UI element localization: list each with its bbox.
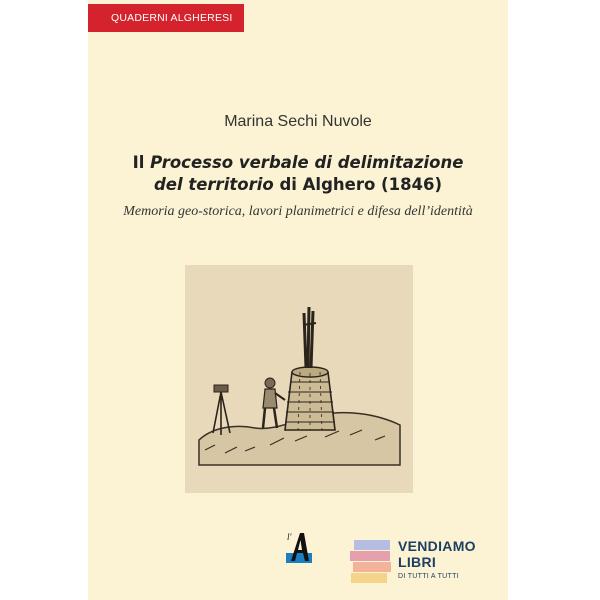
title-prefix: Il [132,153,151,172]
title-suffix: di Alghero (1846) [273,175,443,194]
series-label: QUADERNI ALGHERESI [88,4,244,32]
svg-text:l': l' [287,532,292,542]
book-stack-icon [350,540,394,586]
publisher-a-icon [286,531,312,565]
title-italic-1: Processo verbale di delimitazione [150,153,464,172]
vendiamo-libri-badge [350,536,490,592]
book-title [88,152,508,196]
cover-illustration [185,265,413,493]
badge-line-3: DI TUTTI A TUTTI [398,573,459,580]
surveyor-engraving-illustration [185,265,413,493]
badge-line-2: LIBRI [398,554,437,570]
author-name: Marina Sechi Nuvole [224,113,372,130]
title-italic-2: del territorio [153,175,274,194]
badge-line-1: VENDIAMO [398,538,476,554]
book-cover [88,0,508,600]
badge-text [398,538,476,580]
publisher-logo [286,531,312,565]
book-subtitle: Memoria geo-storica, lavori planimetrici e difesa dell’identità [123,204,473,219]
